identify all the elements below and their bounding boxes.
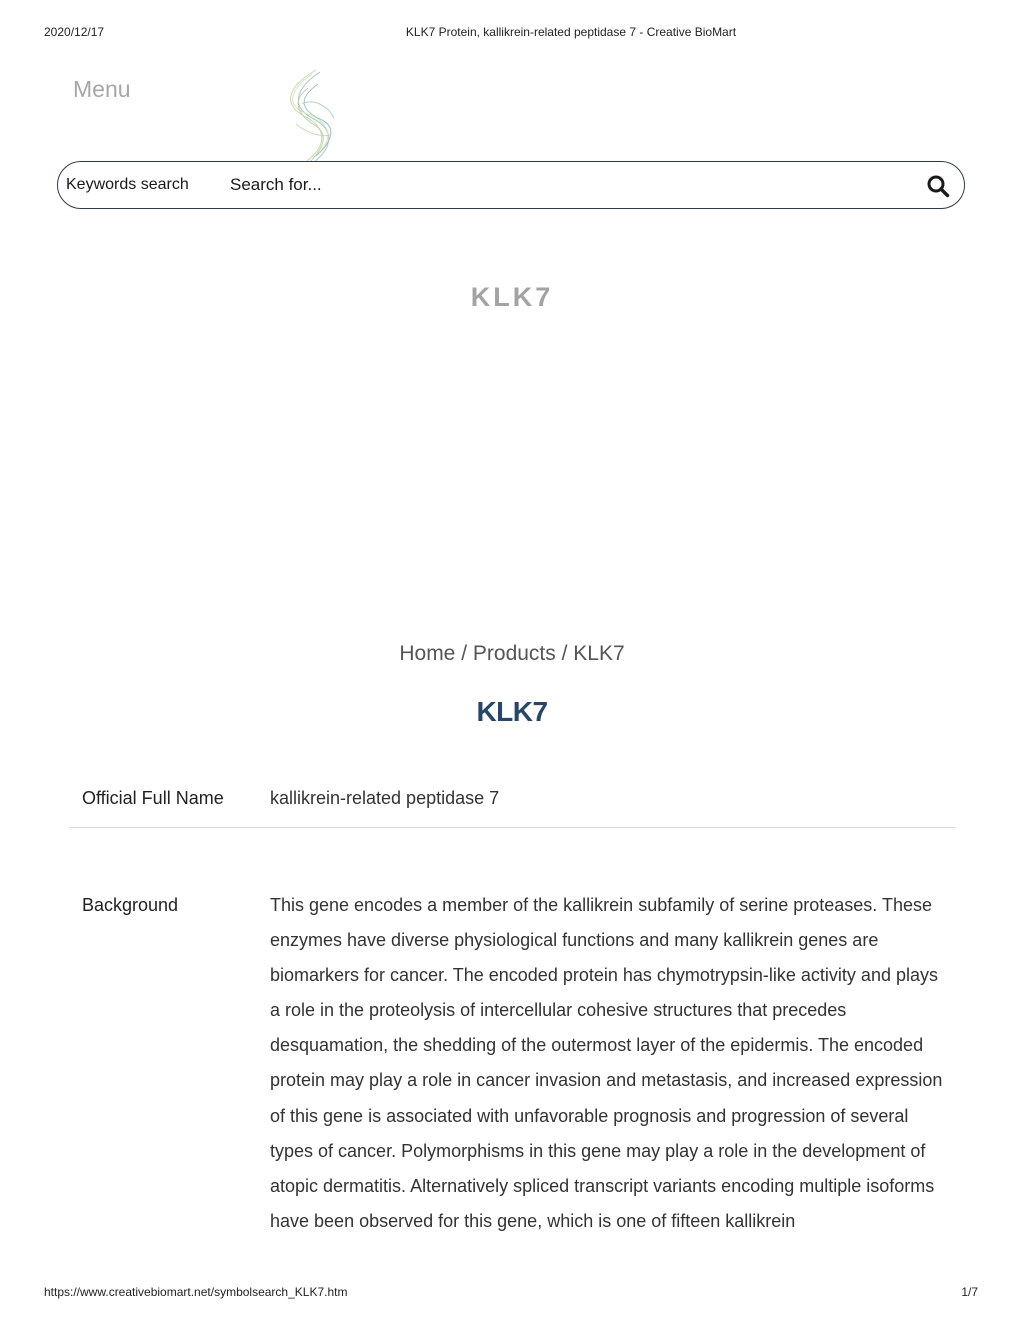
search-input[interactable] (230, 170, 910, 200)
search-icon[interactable] (926, 174, 950, 198)
row-label: Background (82, 895, 179, 915)
print-page-title: KLK7 Protein, kallikrein-related peptidase 7 - Creative BioMart (405, 25, 737, 39)
page-title: KLK7 (476, 696, 548, 727)
menu-button[interactable]: Menu (73, 76, 131, 102)
breadcrumb-products[interactable]: Products (472, 642, 556, 665)
helix-logo-icon (278, 64, 344, 174)
breadcrumb-separator: / (455, 642, 473, 665)
breadcrumb-separator: / (555, 642, 574, 665)
row-value: This gene encodes a member of the kallikrein subfamily of serine proteases. These enzymes have diverse physiological functions and many kallikrein genes are biomarkers for cancer. The encoded protein has chymotrypsin-like activity and plays a role in the proteolysis of intercellular cohesive structures that precedes desquamation, the shedding of the outermost layer of the epidermis. The encoded protein may play a role in cancer invasion and metastasis, and increased expression of this gene is associated with unfavorable prognosis and progression of several types of cancer. Polymorphisms in this gene may play a role in the development of atopic dermatitis. Alternatively spliced transcript variants encoding multiple isoforms have been observed for this gene, which is one of fifteen kallikrein (270, 895, 943, 1231)
brand-logo[interactable] (278, 64, 344, 174)
breadcrumb-home[interactable]: Home (399, 642, 456, 665)
info-table (69, 778, 956, 1231)
print-url: https://www.creativebiomart.net/symbolsearch_KLK7.htm (44, 1285, 348, 1299)
search-type-label[interactable]: Keywords search (66, 176, 189, 193)
search-bar (57, 161, 965, 209)
print-page-number: 1/7 (961, 1285, 978, 1299)
hero-title: KLK7 (470, 282, 554, 312)
table-row-official-full-name (69, 778, 956, 828)
print-date: 2020/12/17 (44, 25, 105, 39)
breadcrumb (0, 642, 1024, 666)
breadcrumb-current: KLK7 (573, 642, 625, 665)
row-label: Official Full Name (82, 788, 224, 808)
row-value: kallikrein-related peptidase 7 (270, 788, 500, 808)
